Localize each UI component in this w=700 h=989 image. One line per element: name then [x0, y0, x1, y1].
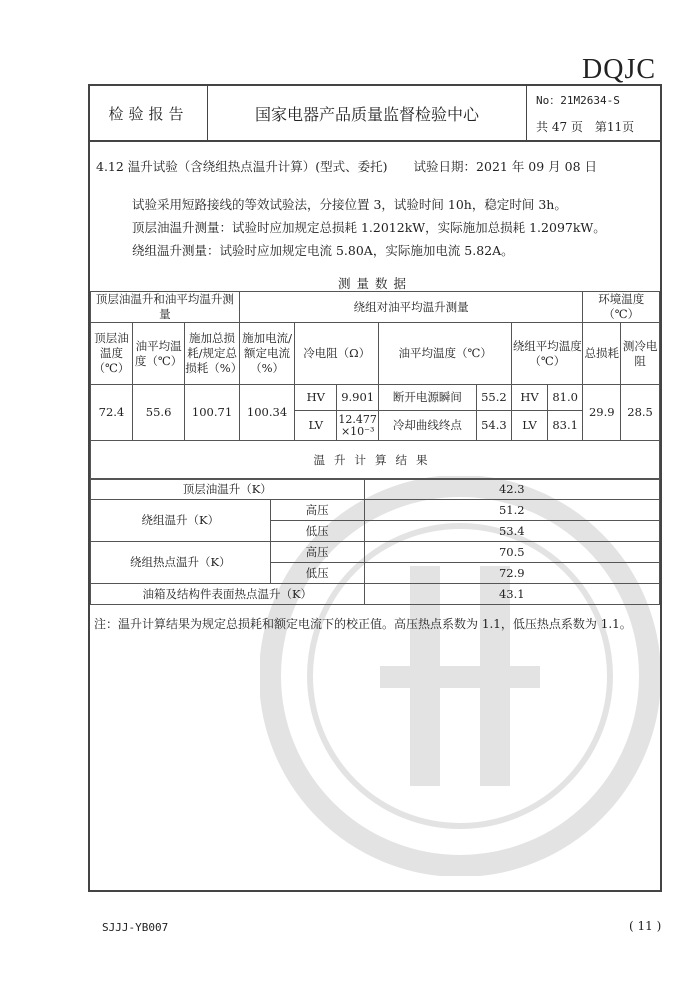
oil-avg-value: 55.6 [132, 385, 184, 441]
winding-line: 绕组温升测量：试验时应加规定电流 5.80A，实际施加电流 5.82A。 [132, 243, 514, 258]
hv-label-2: HV [512, 385, 548, 411]
top-oil-rise-label: 顶层油温升（K） [91, 479, 365, 500]
brand-code: DQJC [582, 54, 657, 85]
measurement-table [90, 291, 660, 480]
top-oil-temp-header: 顶层油温度（℃） [91, 323, 133, 385]
lv-winding-value: 83.1 [547, 411, 583, 441]
test-date: 试验日期：2021 年 09 月 08 日 [413, 159, 598, 174]
oil-avg-temp-header: 油平均温度（℃） [379, 323, 512, 385]
hv-oil-point: 断开电源瞬间 [379, 385, 476, 411]
winding-lv-value: 53.4 [364, 521, 659, 542]
report-number: No：21M2634-S [536, 94, 620, 107]
page-number: ( 11 ) [629, 919, 662, 933]
hotspot-hv-label: 高压 [270, 542, 364, 563]
hotspot-lv-label: 低压 [270, 563, 364, 584]
top-oil-line: 顶层油温升测量：试验时应加规定总损耗 1.2012kW，实际施加总损耗 1.2097kW。 [132, 220, 606, 235]
hv-label: HV [295, 385, 337, 411]
lv-oil-point: 冷却曲线终点 [379, 411, 476, 441]
org-name: 国家电器产品质量监督检验中心 [208, 86, 527, 140]
ambient-total-loss: 29.9 [583, 385, 621, 441]
current-ratio-header: 施加电流/额定电流（%） [239, 323, 295, 385]
hv-cold-res: 9.901 [337, 385, 379, 411]
cooling-res-header: 测冷电阻 [621, 323, 660, 385]
winding-lv-label: 低压 [270, 521, 364, 542]
measure-title: 测量数据 [337, 276, 412, 291]
page-count: 共 47 页 第11页 [536, 120, 635, 134]
current-ratio-value: 100.34 [239, 385, 295, 441]
winding-avg-header: 绕组平均温度（℃） [512, 323, 583, 385]
surface-rise-label: 油箱及结构件表面热点温升（K） [91, 584, 365, 605]
group-winding-header: 绕组对油平均温升测量 [239, 292, 583, 323]
loss-ratio-value: 100.71 [185, 385, 239, 441]
total-loss-header: 总损耗 [583, 323, 621, 385]
test-method-line: 试验采用短路接线的等效试验法，分接位置 3，试验时间 10h，稳定时间 3h。 [132, 197, 567, 212]
top-oil-rise-value: 42.3 [364, 479, 659, 500]
ambient-cooling-res: 28.5 [621, 385, 660, 441]
surface-rise-value: 43.1 [364, 584, 659, 605]
form-code: SJJJ-YB007 [102, 921, 169, 934]
group-ambient-header: 环境温度（℃） [583, 292, 660, 323]
lv-cold-res-base: 12.477 [338, 412, 377, 426]
hv-oil-value: 55.2 [476, 385, 512, 411]
hv-winding-value: 81.0 [547, 385, 583, 411]
lv-cold-res-exp: ×10⁻³ [340, 424, 375, 438]
calculation-table [90, 478, 660, 605]
lv-label: LV [295, 411, 337, 441]
cold-resistance-header: 冷电阻（Ω） [295, 323, 379, 385]
loss-ratio-header: 施加总损耗/规定总损耗（%） [185, 323, 239, 385]
note-text: 注：温升计算结果为规定总损耗和额定电流下的校正值。高压热点系数为 1.1，低压热点系数为 1.1。 [94, 617, 632, 631]
top-oil-value: 72.4 [91, 385, 133, 441]
oil-avg-header: 油平均温度（℃） [132, 323, 184, 385]
report-frame [88, 84, 662, 892]
lv-cold-res [337, 411, 379, 441]
winding-hv-value: 51.2 [364, 500, 659, 521]
lv-oil-value: 54.3 [476, 411, 512, 441]
hotspot-hv-value: 70.5 [364, 542, 659, 563]
lv-label-2: LV [512, 411, 548, 441]
group-oil-header: 顶层油温升和油平均温升测量 [91, 292, 240, 323]
section-heading [96, 157, 597, 175]
doc-type: 检验报告 [90, 86, 208, 140]
calc-title: 温升计算结果 [91, 441, 660, 480]
hotspot-lv-value: 72.9 [364, 563, 659, 584]
hotspot-rise-label: 绕组热点温升（K） [91, 542, 271, 584]
winding-rise-label: 绕组温升（K） [91, 500, 271, 542]
winding-hv-label: 高压 [270, 500, 364, 521]
report-header [90, 86, 660, 142]
section-title: 4.12 温升试验（含绕组热点温升计算）(型式、委托) [96, 159, 388, 174]
